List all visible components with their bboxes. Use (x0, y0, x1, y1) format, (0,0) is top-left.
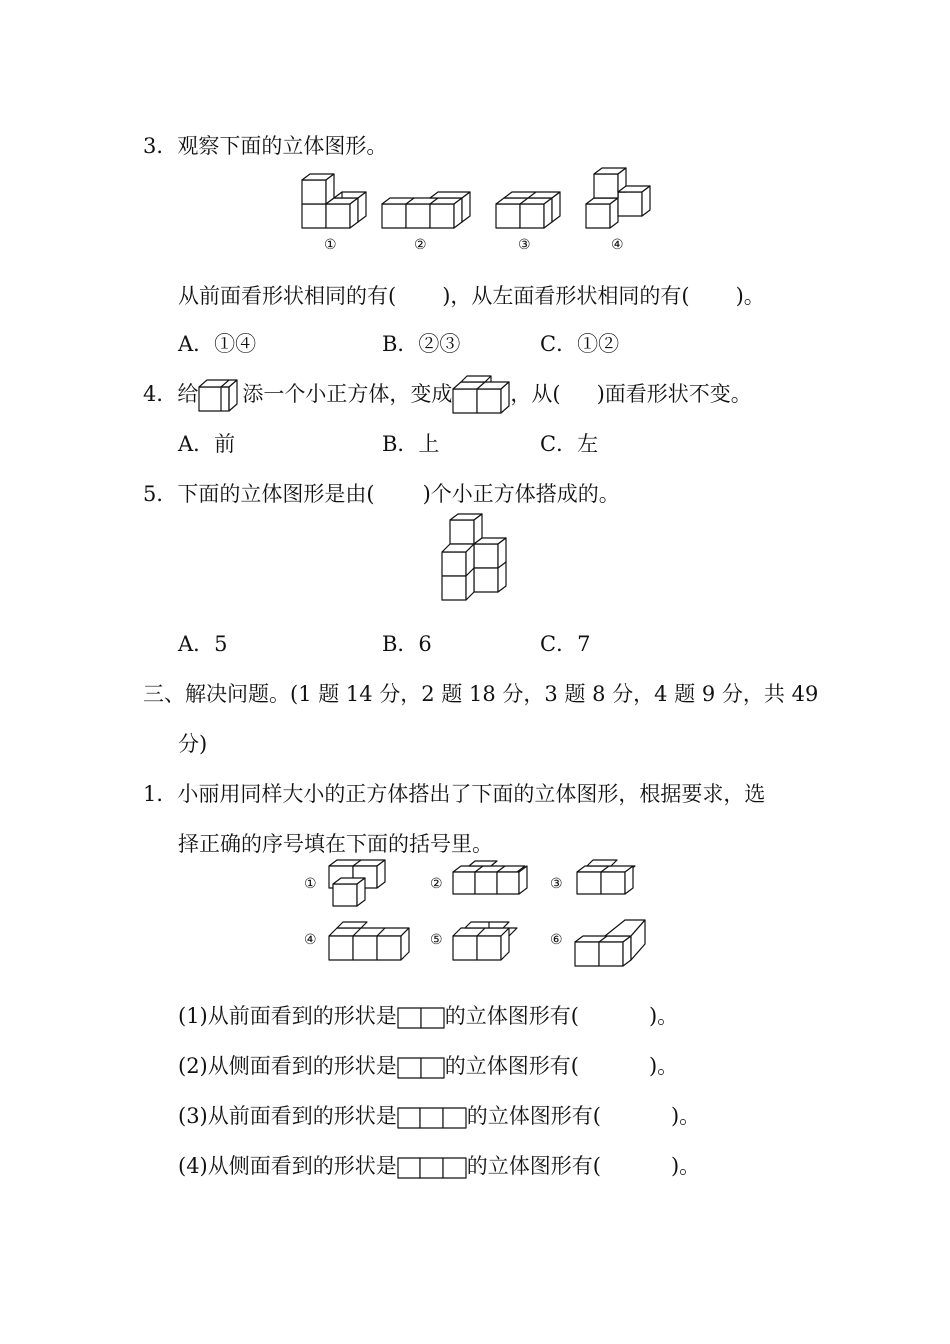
p1-sub-1-end: )。 (648, 1004, 679, 1028)
q3-prompt (178, 280, 765, 310)
p1-label-6: ⑥ (550, 932, 563, 948)
q3-label-1: ① (324, 237, 337, 253)
q3-option-c[interactable]: C．①② (540, 332, 620, 356)
section3-heading: 三、解决问题。(1 题 14 分，2 题 18 分，3 题 8 分，4 题 9 分，共 49 (143, 682, 819, 706)
p1-sub-4 (178, 1150, 700, 1180)
p1-figure-4 (329, 922, 409, 960)
p1-label-3: ③ (550, 876, 563, 892)
q3-prompt-a: 从前面看形状相同的有( (178, 284, 397, 308)
q4-text-4: )面看形状不变。 (596, 382, 752, 406)
p1-sub-4-shape (397, 1157, 467, 1179)
p1-stem (143, 778, 765, 808)
q3-figure-2 (382, 192, 470, 228)
q3-label-2: ② (414, 237, 427, 253)
q5-stem (143, 478, 620, 508)
p1-sub-1 (178, 1000, 678, 1030)
p1-line-1: 小丽用同样大小的正方体搭出了下面的立体图形，根据要求，选 (177, 782, 766, 806)
q3-figure-3 (496, 192, 560, 228)
p1-sub-2-end: )。 (648, 1054, 679, 1078)
q5-text-1: 下面的立体图形是由( (177, 482, 375, 506)
p1-figures (325, 856, 655, 968)
q4-text-2: 添一个小正方体，变成 (242, 382, 453, 406)
q3-option-b[interactable]: B．②③ (382, 332, 461, 356)
p1-line-2: 择正确的序号填在下面的括号里。 (178, 832, 493, 856)
q3-label-4: ④ (611, 237, 624, 253)
section3-heading-cont: 分) (178, 732, 208, 756)
p1-sub-4-end: )。 (670, 1154, 701, 1178)
p1-figure-2 (453, 861, 527, 894)
p1-figure-6 (575, 920, 645, 966)
q5-figure (440, 512, 510, 604)
q3-prompt-b: )，从左面看形状相同的有( (442, 284, 690, 308)
p1-label-4: ④ (304, 932, 317, 948)
q4-text-1: 给 (177, 382, 199, 406)
q4-stem (143, 378, 752, 411)
p1-number: 1． (143, 782, 178, 806)
q3-stem (143, 130, 387, 160)
q3-figure-4 (586, 168, 650, 228)
p1-figure-1 (329, 860, 385, 906)
q5-option-a[interactable]: A．5 (178, 632, 228, 656)
p1-sub-1-shape (397, 1007, 445, 1029)
p1-sub-4-pre: (4)从侧面看到的形状是 (178, 1154, 397, 1178)
q4-number: 4． (143, 382, 178, 406)
p1-figure-5 (453, 922, 517, 960)
q4-shape-after (452, 381, 510, 411)
q3-figures (300, 160, 660, 240)
q3-prompt-c: )。 (735, 284, 765, 308)
q4-option-b[interactable]: B．上 (382, 432, 440, 456)
p1-sub-3-shape (397, 1107, 467, 1129)
p1-sub-2-post: 的立体图形有( (444, 1054, 579, 1078)
p1-sub-1-pre: (1)从前面看到的形状是 (178, 1004, 397, 1028)
p1-sub-3-post: 的立体图形有( (466, 1104, 601, 1128)
p1-sub-2-pre: (2)从侧面看到的形状是 (178, 1054, 397, 1078)
q4-text-3: ，从( (510, 382, 561, 406)
p1-sub-3 (178, 1100, 700, 1130)
p1-sub-3-end: )。 (670, 1104, 701, 1128)
p1-label-2: ② (430, 876, 443, 892)
q5-text-2: )个小正方体搭成的。 (422, 482, 620, 506)
p1-sub-3-pre: (3)从前面看到的形状是 (178, 1104, 397, 1128)
q4-option-a[interactable]: A．前 (178, 432, 236, 456)
q3-title: 观察下面的立体图形。 (177, 134, 388, 158)
q5-option-c[interactable]: C．7 (540, 632, 591, 656)
p1-sub-2 (178, 1050, 678, 1080)
p1-sub-4-post: 的立体图形有( (466, 1154, 601, 1178)
q5-number: 5． (143, 482, 178, 506)
p1-label-1: ① (304, 876, 317, 892)
q4-shape-before (198, 381, 242, 411)
q4-option-c[interactable]: C．左 (540, 432, 599, 456)
p1-sub-1-post: 的立体图形有( (444, 1004, 579, 1028)
q5-option-b[interactable]: B．6 (382, 632, 432, 656)
q3-label-3: ③ (518, 237, 531, 253)
q3-number: 3． (143, 134, 178, 158)
p1-figure-3 (577, 860, 635, 894)
p1-sub-2-shape (397, 1057, 445, 1079)
p1-label-5: ⑤ (430, 932, 443, 948)
q3-figure-1 (302, 174, 366, 228)
q3-option-a[interactable]: A．①④ (178, 332, 257, 356)
